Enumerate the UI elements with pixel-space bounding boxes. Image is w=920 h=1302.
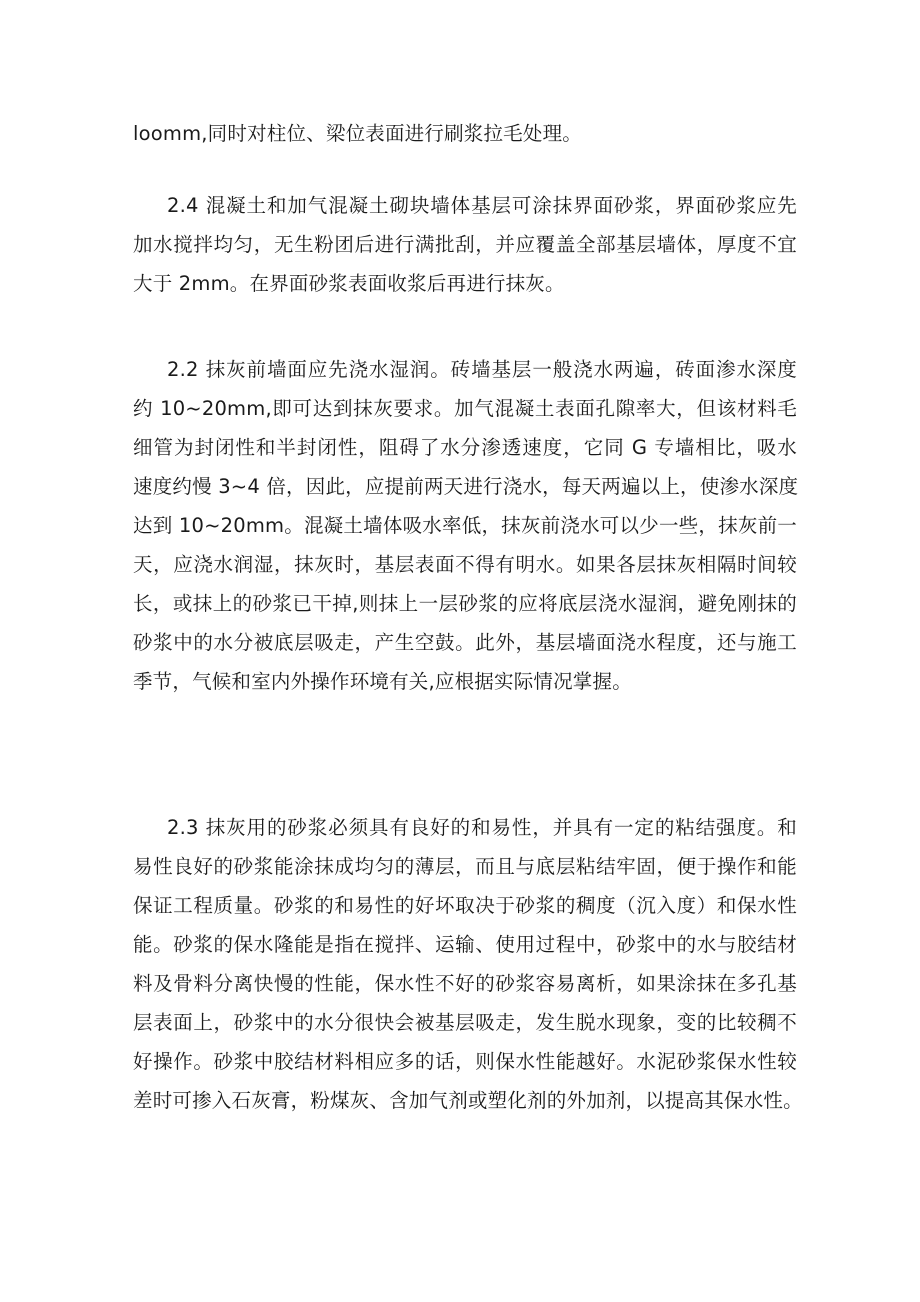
text-line: 层表面上，砂浆中的水分很快会被基层吸走，发生脱水现象，变的比较稠不 <box>133 1011 797 1034</box>
paragraph-2-4 <box>133 186 797 303</box>
paragraph-2-2 <box>133 350 797 701</box>
paragraph-continuation <box>133 114 797 153</box>
text-line: 2.4 混凝土和加气混凝土砌块墙体基层可涂抹界面砂浆，界面砂浆应先 <box>167 194 797 217</box>
text-line: 好操作。砂浆中胶结材料相应多的话，则保水性能越好。水泥砂浆保水性较 <box>133 1050 797 1073</box>
text-line: 差时可掺入石灰膏，粉煤灰、含加气剂或塑化剂的外加剂，以提高其保水性。 <box>133 1089 803 1112</box>
text-line: 约 10~20mm,即可达到抹灰要求。加气混凝土表面孔隙率大，但该材料毛 <box>133 397 797 420</box>
text-line: 料及骨料分离快慢的性能，保水性不好的砂浆容易离析，如果涂抹在多孔基 <box>133 972 797 995</box>
text-line: 加水搅拌均匀，无生粉团后进行满批刮，并应覆盖全部基层墙体，厚度不宜 <box>133 233 797 256</box>
paragraph-2-3 <box>133 808 803 1120</box>
text-line: 保证工程质量。砂浆的和易性的好坏取决于砂浆的稠度（沉入度）和保水性 <box>133 894 797 917</box>
text-line: 能。砂浆的保水隆能是指在搅拌、运输、使用过程中，砂浆中的水与胶结材 <box>133 933 797 956</box>
text-line: 速度约慢 3~4 倍，因此，应提前两天进行浇水，每天两遍以上，使渗水深度 <box>133 475 799 498</box>
text-line: 2.2 抹灰前墙面应先浇水湿润。砖墙基层一般浇水两遍，砖面渗水深度 <box>167 358 797 381</box>
text-line: loomm,同时对柱位、梁位表面进行刷浆拉毛处理。 <box>133 122 582 145</box>
text-line: 长，或抹上的砂浆已干掉,则抹上一层砂浆的应将底层浇水湿润，避免刚抹的 <box>133 592 797 615</box>
text-line: 大于 2mm。在界面砂浆表面收浆后再进行抹灰。 <box>133 272 565 295</box>
text-line: 2.3 抹灰用的砂浆必须具有良好的和易性，并具有一定的粘结强度。和 <box>167 816 797 839</box>
text-line: 易性良好的砂浆能涂抹成均匀的薄层，而且与底层粘结牢固，便于操作和能 <box>133 855 797 878</box>
text-line: 细管为封闭性和半封闭性，阻碍了水分渗透速度，它同 G 专墙相比，吸水 <box>133 436 797 459</box>
text-line: 天，应浇水润湿，抹灰时，基层表面不得有明水。如果各层抹灰相隔时间较 <box>133 553 797 576</box>
text-line: 季节，气候和室内外操作环境有关,应根据实际情况掌握。 <box>133 670 632 693</box>
text-line: 达到 10~20mm。混凝土墙体吸水率低，抹灰前浇水可以少一些，抹灰前一 <box>133 514 797 537</box>
text-line: 砂浆中的水分被底层吸走，产生空鼓。此外，基层墙面浇水程度，还与施工 <box>133 631 797 654</box>
